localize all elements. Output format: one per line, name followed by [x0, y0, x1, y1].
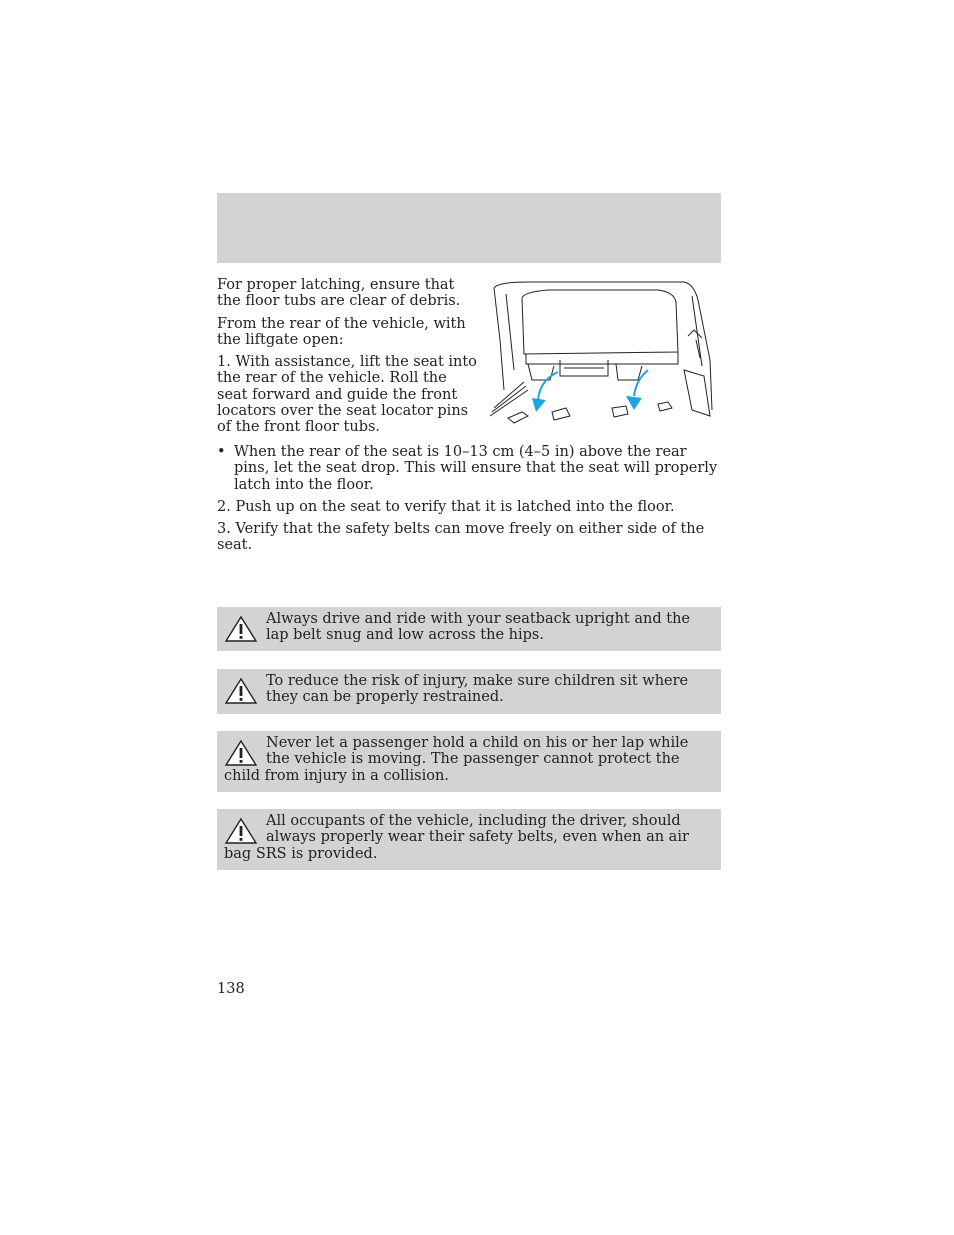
- warning-triangle-icon: [224, 677, 258, 705]
- warning-box-2: [217, 669, 721, 714]
- intro-paragraph-1: For proper latching, ensure that the floor tubs are clear of debris.: [217, 277, 461, 310]
- bullet-item: [217, 444, 723, 493]
- warning-box-3: [217, 731, 721, 792]
- warning-box-1: [217, 607, 721, 651]
- warning-triangle-icon: [224, 615, 258, 643]
- warning-text-1: Always drive and ride with your seatback upright and the lap belt snug and low across the hips.: [266, 611, 690, 644]
- bullet-text: When the rear of the seat is 10–13 cm (4–5 in) above the rear pins, let the seat drop. This will ensure that the seat will properly latch into the floor.: [234, 444, 718, 493]
- warning-triangle-icon: [224, 817, 258, 845]
- warning-box-4: [217, 809, 721, 870]
- step-2-text: 2. Push up on the seat to verify that it is latched into the floor.: [217, 499, 675, 515]
- warning-text-2: To reduce the risk of injury, make sure children sit where they can be properly restrained.: [266, 673, 689, 706]
- step-3-text: 3. Verify that the safety belts can move freely on either side of the seat.: [217, 521, 705, 554]
- bullet-symbol: •: [217, 444, 226, 460]
- intro-column: [217, 277, 477, 442]
- rear-seat-installation-illustration: [488, 280, 720, 425]
- warning-text-3: Never let a passenger hold a child on his or her lap while the vehicle is moving. The passenger cannot protect the child from injury in a collision.: [224, 735, 689, 784]
- page-number: 138: [217, 981, 245, 997]
- section-header-band: [217, 193, 721, 263]
- warning-triangle-icon: [224, 739, 258, 767]
- intro-paragraph-2: From the rear of the vehicle, with the liftgate open:: [217, 315, 466, 348]
- warning-text-4: All occupants of the vehicle, including the driver, should always properly wear their safety belts, even when an air bag SRS is provided.: [224, 813, 689, 862]
- step-1-text: 1. With assistance, lift the seat into the rear of the vehicle. Roll the seat forward and guide the front locators over the seat locator pins of the front floor tubs.: [217, 354, 477, 436]
